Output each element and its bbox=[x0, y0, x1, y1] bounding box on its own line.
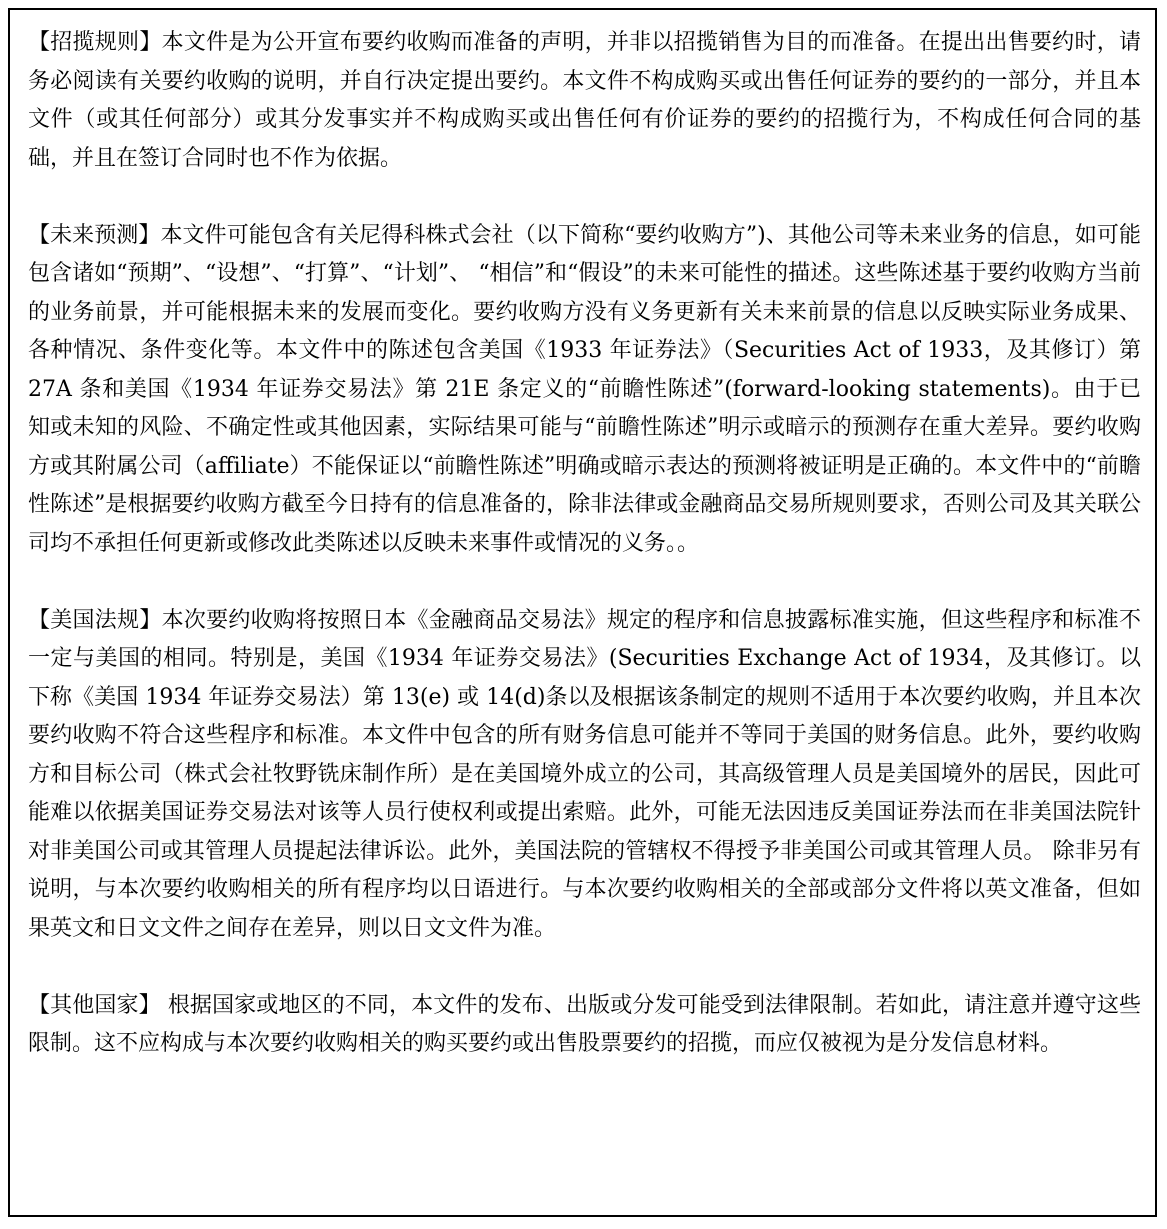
paragraph-other-countries bbox=[28, 987, 1141, 1064]
paragraph-text: 本文件是为公开宣布要约收购而准备的声明，并非以招揽销售为目的而准备。在提出出售要约时，请务必阅读有关要约收购的说明，并自行决定提出要约。本文件不构成购买或出售任何证券的要约的一部分，并且本文件（或其任何部分）或其分发事实并不构成购买或出售任何有价证券的要约的招揽行为，不构成任何合同的基础，并且在签订合同时也不作为依据。 bbox=[28, 30, 1141, 171]
paragraph-heading: 【美国法规】 bbox=[28, 607, 162, 633]
paragraph-heading: 【未来预测】 bbox=[28, 222, 161, 248]
disclaimer-box bbox=[8, 8, 1157, 1217]
paragraph-heading: 【招揽规则】 bbox=[28, 30, 162, 55]
paragraph-solicitation-rules bbox=[28, 24, 1141, 178]
paragraph-future-forecasts bbox=[28, 217, 1141, 564]
paragraph-us-regulations bbox=[28, 602, 1141, 949]
paragraph-text: 本次要约收购将按照日本《金融商品交易法》规定的程序和信息披露标准实施，但这些程序和标准不一定与美国的相同。特别是，美国《1934 年证券交易法》(Securities Exchange Act of 1934，及其修订。以下称《美国 1934 年证券交易法）第 13(e) 或 14(d)条以及根据该条制定的规则不适用于本次要约收购，并且本次要约收购不符合这些程序和标准。本文件中包含的所有财务信息可能并不等同于美国的财务信息。此外，要约收购方和目标公司（株式会社牧野铣床制作所）是在美国境外成立的公司，其高级管理人员是美国境外的居民，因此可能难以依据美国证券交易法对该等人员行使权利或提出索赔。此外，可能无法因违反美国证券法而在非美国法院针对非美国公司或其管理人员提起法律诉讼。此外，美国法院的管辖权不得授予非美国公司或其管理人员。 除非另有说明，与本次要约收购相关的所有程序均以日语进行。与本次要约收购相关的全部或部分文件将以英文准备，但如果英文和日文文件之间存在差异，则以日文文件为准。 bbox=[28, 607, 1141, 941]
paragraph-text: 根据国家或地区的不同，本文件的发布、出版或分发可能受到法律限制。若如此，请注意并遵守这些限制。这不应构成与本次要约收购相关的购买要约或出售股票要约的招揽，而应仅被视为是分发信息材料。 bbox=[28, 992, 1141, 1056]
paragraph-heading: 【其他国家】 bbox=[28, 992, 161, 1018]
paragraph-text: 本文件可能包含有关尼得科株式会社（以下简称“要约收购方”)、其他公司等未来业务的信息，如可能包含诸如“预期”、“设想”、“打算”、“计划”、 “相信”和“假设”的未来可能性的描述。这些陈述基于要约收购方当前的业务前景，并可能根据未来的发展而变化。要约收购方没有义务更新有关未来前景的信息以反映实际业务成果、各种情况、条件变化等。本文件中的陈述包含美国《1933 年证券法》（Securities Act of 1933，及其修订）第 27A 条和美国《1934 年证券交易法》第 21E 条定义的“前瞻性陈述”(forward-looking statements)。由于已知或未知的风险、不确定性或其他因素，实际结果可能与“前瞻性陈述”明示或暗示的预测存在重大差异。要约收购方或其附属公司（affiliate）不能保证以“前瞻性陈述”明确或暗示表达的预测将被证明是正确的。本文件中的“前瞻性陈述”是根据要约收购方截至今日持有的信息准备的，除非法律或金融商品交易所规则要求，否则公司及其关联公司均不承担任何更新或修改此类陈述以反映未来事件或情况的义务。。 bbox=[28, 222, 1141, 556]
